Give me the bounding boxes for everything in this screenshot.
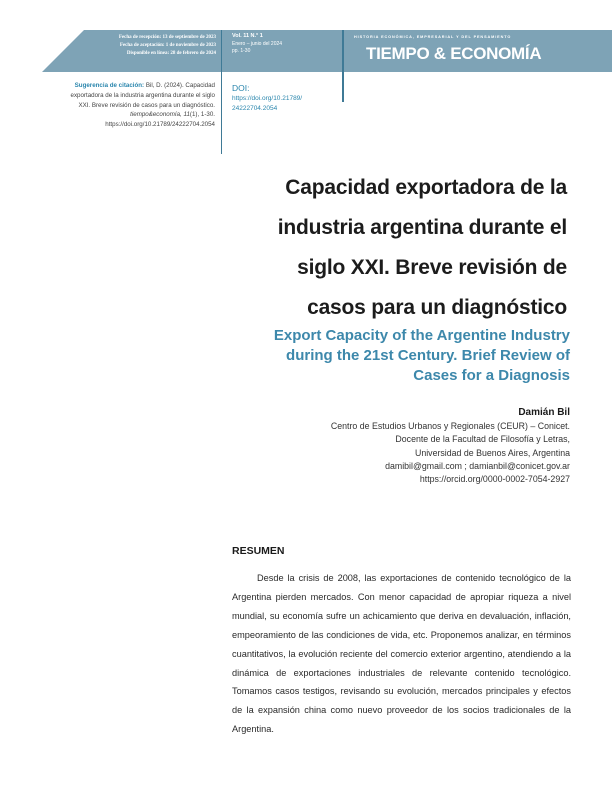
author-name: Damián Bil xyxy=(518,407,570,418)
journal-name: TIEMPO & ECONOMÍA xyxy=(366,44,542,63)
journal-tagline: HISTORIA ECONÓMICA, EMPRESARIAL Y DEL PENSAMIENTO xyxy=(354,35,512,39)
article-subtitle-english xyxy=(200,326,570,386)
doi-label: DOI: xyxy=(232,83,250,93)
doi-url-line-1: https://doi.org/10.21789/ xyxy=(232,95,303,102)
abstract-heading: RESUMEN xyxy=(232,545,285,557)
header-separator-left xyxy=(221,30,222,154)
doi-block xyxy=(232,82,340,114)
citation-block xyxy=(58,81,215,130)
author-orcid[interactable]: https://orcid.org/0000-0002-7054-2927 xyxy=(419,474,570,485)
received-date: Fecha de recepción: 13 de septiembre de 2023 xyxy=(118,35,216,40)
doi-url-line-2: 24222704.2054 xyxy=(232,105,278,112)
title-line: siglo XXI. Breve revisión de xyxy=(297,256,567,279)
citation-text: Bil, D. (2024). Capacidad exportadora de la industria argentina durante el siglo XXI. Breve revisión de casos para un diagnóstico. xyxy=(70,82,215,109)
period: Enero – junio del 2024 xyxy=(232,40,283,47)
title-line: Capacidad exportadora de la xyxy=(285,176,567,199)
volume: Vol. 11 N.° 1 xyxy=(232,33,263,39)
citation-text-end: (1), 1-30. https://doi.org/10.21789/24222704.2054 xyxy=(105,111,215,129)
author-affiliation: Docente de la Facultad de Filosofía y Letras, xyxy=(395,434,570,445)
submission-dates xyxy=(60,34,216,58)
author-affiliation: Universidad de Buenos Aires, Argentina xyxy=(414,447,570,458)
citation-label: Sugerencia de citación: xyxy=(74,82,145,89)
abstract-text: Desde la crisis de 2008, las exportaciones de contenido tecnológico de la Argentina pierden mercados. Con menor capacidad de apropiar riqueza a nivel mundial, su economía sufre un achicamiento que deriva en devaluación, inflación, empeoramiento de las condiciones de vida, etc. Proponemos analizar, en términos cuantitativos, la evolución reciente del comercio exterior argentino, atendiendo a la dinámica de exportaciones industriales de relevante contenido tecnológico. Tomamos casos testigos, revisando su evolución, mercados principales y efectos de la expansión china como nuevo proveedor de los socios tradicionales de la Argentina. xyxy=(232,573,571,735)
pages: pp. 1-30 xyxy=(232,48,251,54)
header-separator xyxy=(342,30,344,102)
author-email[interactable]: damibil@gmail.com ; damianbil@conicet.gov.ar xyxy=(385,460,570,471)
author-affiliation: Centro de Estudios Urbanos y Regionales (CEUR) – Conicet. xyxy=(330,421,570,431)
author-block xyxy=(290,406,570,486)
citation-journal: tiempo&economía, 11 xyxy=(130,111,190,119)
online-date: Disponible en línea: 28 de febrero de 2024 xyxy=(126,51,216,56)
issue-info xyxy=(232,33,332,56)
article-title xyxy=(200,168,567,328)
subtitle-line: Cases for a Diagnosis xyxy=(413,367,570,384)
title-line: casos para un diagnóstico xyxy=(307,296,567,319)
doi-link[interactable] xyxy=(232,94,340,114)
accepted-date: Fecha de aceptación: 1 de noviembre de 2023 xyxy=(119,43,216,48)
title-line: industria argentina durante el xyxy=(277,216,567,239)
subtitle-line: during the 21st Century. Brief Review of xyxy=(286,347,570,364)
subtitle-line: Export Capacity of the Argentine Industry xyxy=(273,327,570,344)
